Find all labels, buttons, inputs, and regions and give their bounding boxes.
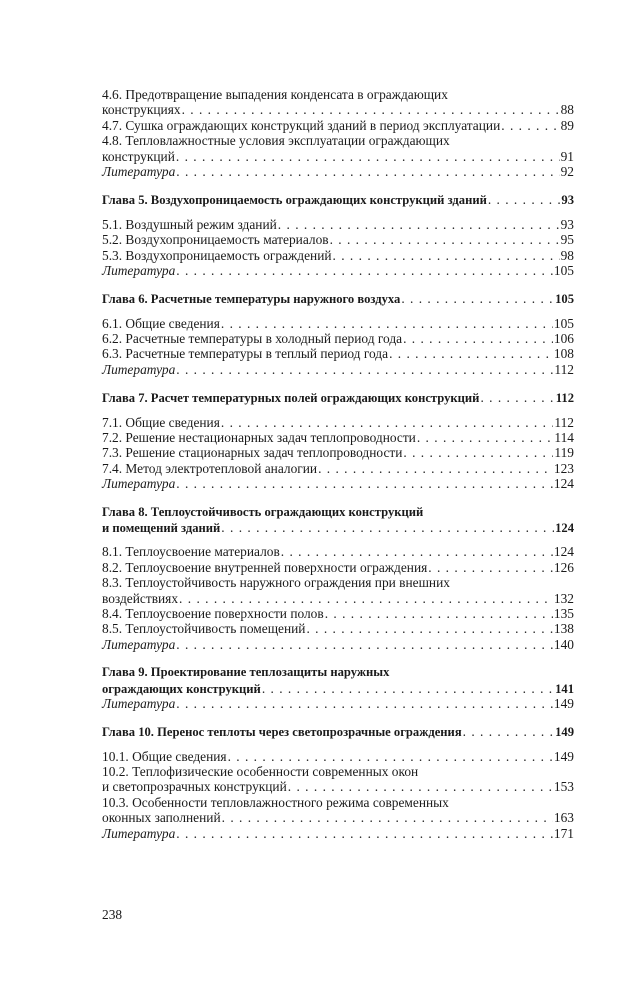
toc-chapter-8: и помещений зданий . . . 124 xyxy=(102,520,574,535)
toc-chapter-10: Глава 10. Перенос теплоты через светопрозрачные ограждения . . . 149 xyxy=(102,724,574,739)
toc-entry-10-2-line1: 10.2. Теплофизические особенности современных окон xyxy=(102,764,419,780)
page-ref: 153 xyxy=(553,779,574,795)
toc-entry-4-6-line1: 4.6. Предотвращение выпадения конденсата в ограждающих xyxy=(102,87,448,102)
dot-leader xyxy=(221,415,554,430)
page-ref: 149 xyxy=(553,748,574,764)
toc-entry-5-3: 5.3. Воздухопроницаемость ограждений . . . 98 xyxy=(102,248,574,263)
page-ref: 141 xyxy=(555,681,574,696)
page-ref: 105 xyxy=(553,315,574,331)
dot-leader xyxy=(222,810,553,825)
page-ref: 108 xyxy=(553,346,574,362)
toc-entry-8-2: 8.2. Теплоусвоение внутренней поверхности ограждения . . . 126 xyxy=(102,560,574,575)
page-ref: 124 xyxy=(553,476,574,492)
toc-chapter-6: Глава 6. Расчетные температуры наружного воздуха . . . 105 xyxy=(102,291,574,306)
dot-leader xyxy=(318,461,553,476)
toc-entry-4-7: 4.7. Сушка ограждающих конструкций зданий в период эксплуатации . . . 89 xyxy=(102,118,574,133)
toc-entry-8-1: 8.1. Теплоусвоение материалов . . . 124 xyxy=(102,544,574,559)
dot-leader xyxy=(501,118,559,133)
toc-entry-7-4: 7.4. Метод электротепловой аналогии . . . 123 xyxy=(102,461,574,476)
dot-leader xyxy=(403,331,553,346)
page-ref: 92 xyxy=(560,163,574,179)
table-of-contents xyxy=(102,87,574,841)
toc-chapter-5: Глава 5. Воздухопроницаемость ограждающих конструкций зданий . . . 93 xyxy=(102,192,574,207)
page-ref: 89 xyxy=(560,117,574,133)
dot-leader xyxy=(281,544,553,559)
page-ref: 171 xyxy=(553,825,574,841)
dot-leader xyxy=(221,520,554,535)
dot-leader xyxy=(417,430,554,445)
page-ref: 138 xyxy=(553,621,574,637)
toc-entry-10-2: и светопрозрачных конструкций . . . 153 xyxy=(102,779,574,794)
dot-leader xyxy=(330,232,560,247)
page-ref: 98 xyxy=(560,247,574,263)
toc-entry-5-2: 5.2. Воздухопроницаемость материалов . . . 95 xyxy=(102,232,574,247)
toc-literature-7: Литература . . . 124 xyxy=(102,476,574,491)
dot-leader xyxy=(325,606,553,621)
toc-entry-5-1: 5.1. Воздушный режим зданий . . . 93 xyxy=(102,217,574,232)
dot-leader xyxy=(428,560,553,575)
dot-leader xyxy=(488,192,561,207)
page-ref: 91 xyxy=(560,148,574,164)
toc-entry-7-1: 7.1. Общие сведения . . . 112 xyxy=(102,415,574,430)
page-ref: 124 xyxy=(553,544,574,560)
dot-leader xyxy=(403,445,553,460)
dot-leader xyxy=(278,217,560,232)
dot-leader xyxy=(333,248,560,263)
toc-literature-9: Литература . . . 149 xyxy=(102,696,574,711)
page-ref: 140 xyxy=(553,636,574,652)
dot-leader xyxy=(288,779,553,794)
page-number: 238 xyxy=(102,907,123,922)
dot-leader xyxy=(176,476,553,491)
toc-chapter-8-line1: Глава 8. Теплоустойчивость ограждающих конструкций xyxy=(102,504,424,519)
page-ref: 106 xyxy=(553,331,574,347)
dot-leader xyxy=(389,346,553,361)
page-ref: 105 xyxy=(555,292,574,307)
toc-entry-8-3: воздействиях . . . 132 xyxy=(102,591,574,606)
dot-leader xyxy=(182,102,560,117)
toc-entry-4-8-line1: 4.8. Тепловлажностные условия эксплуатации ограждающих xyxy=(102,133,450,149)
page-ref: 135 xyxy=(553,605,574,621)
dot-leader xyxy=(176,637,553,652)
page-ref: 123 xyxy=(553,460,574,476)
dot-leader xyxy=(306,621,552,636)
dot-leader xyxy=(480,390,554,405)
toc-entry-8-3-line1: 8.3. Теплоустойчивость наружного ограждения при внешних xyxy=(102,575,450,591)
page-ref: 163 xyxy=(553,810,574,826)
toc-entry-10-3: оконных заполнений . . . 163 xyxy=(102,810,574,825)
page-ref: 126 xyxy=(553,559,574,575)
page-ref: 132 xyxy=(553,590,574,606)
page-ref: 119 xyxy=(554,445,574,461)
toc-entry-8-5: 8.5. Теплоустойчивость помещений . . . 138 xyxy=(102,621,574,636)
toc-literature-5: Литература . . . 105 xyxy=(102,263,574,278)
page-ref: 93 xyxy=(561,193,574,208)
dot-leader xyxy=(401,291,554,306)
dot-leader xyxy=(221,316,553,331)
toc-chapter-9: ограждающих конструкций . . . 141 xyxy=(102,681,574,696)
page-ref: 114 xyxy=(554,430,574,446)
toc-entry-6-3: 6.3. Расчетные температуры в теплый период года . . . 108 xyxy=(102,346,574,361)
toc-entry-7-3: 7.3. Решение стационарных задач теплопроводности . . . 119 xyxy=(102,445,574,460)
page-ref: 124 xyxy=(555,520,574,535)
dot-leader xyxy=(176,362,553,377)
page-ref: 149 xyxy=(555,725,574,740)
page-ref: 88 xyxy=(560,102,574,118)
page-ref: 112 xyxy=(554,414,574,430)
toc-entry-7-2: 7.2. Решение нестационарных задач теплопроводности . . . 114 xyxy=(102,430,574,445)
toc-literature-4: Литература . . . 92 xyxy=(102,164,574,179)
page-ref: 93 xyxy=(560,216,574,232)
page-ref: 149 xyxy=(553,695,574,711)
dot-leader xyxy=(176,696,553,711)
toc-literature-8: Литература . . . 140 xyxy=(102,637,574,652)
dot-leader xyxy=(228,749,553,764)
page-ref: 95 xyxy=(560,232,574,248)
dot-leader xyxy=(176,149,560,164)
dot-leader xyxy=(262,681,554,696)
toc-chapter-9-line1: Глава 9. Проектирование теплозащиты наружных xyxy=(102,665,390,680)
toc-entry-4-8: конструкций . . . 91 xyxy=(102,149,574,164)
toc-entry-8-4: 8.4. Теплоусвоение поверхности полов . . . 135 xyxy=(102,606,574,621)
toc-entry-10-1: 10.1. Общие сведения . . . 149 xyxy=(102,749,574,764)
toc-entry-6-1: 6.1. Общие сведения . . . 105 xyxy=(102,316,574,331)
toc-entry-6-2: 6.2. Расчетные температуры в холодный период года . . . 106 xyxy=(102,331,574,346)
toc-entry-4-6: конструкциях . . . 88 xyxy=(102,102,574,117)
toc-literature-6: Литература . . . 112 xyxy=(102,362,574,377)
toc-entry-10-3-line1: 10.3. Особенности тепловлажностного режима современных xyxy=(102,794,449,810)
toc-literature-10: Литература . . . 171 xyxy=(102,826,574,841)
dot-leader xyxy=(179,591,553,606)
page-ref: 112 xyxy=(554,361,574,377)
dot-leader xyxy=(176,164,559,179)
page-ref: 105 xyxy=(553,262,574,278)
toc-chapter-7: Глава 7. Расчет температурных полей ограждающих конструкций . . . 112 xyxy=(102,390,574,405)
dot-leader xyxy=(176,826,553,841)
dot-leader xyxy=(176,263,553,278)
page-ref: 112 xyxy=(555,391,574,406)
dot-leader xyxy=(463,724,554,739)
